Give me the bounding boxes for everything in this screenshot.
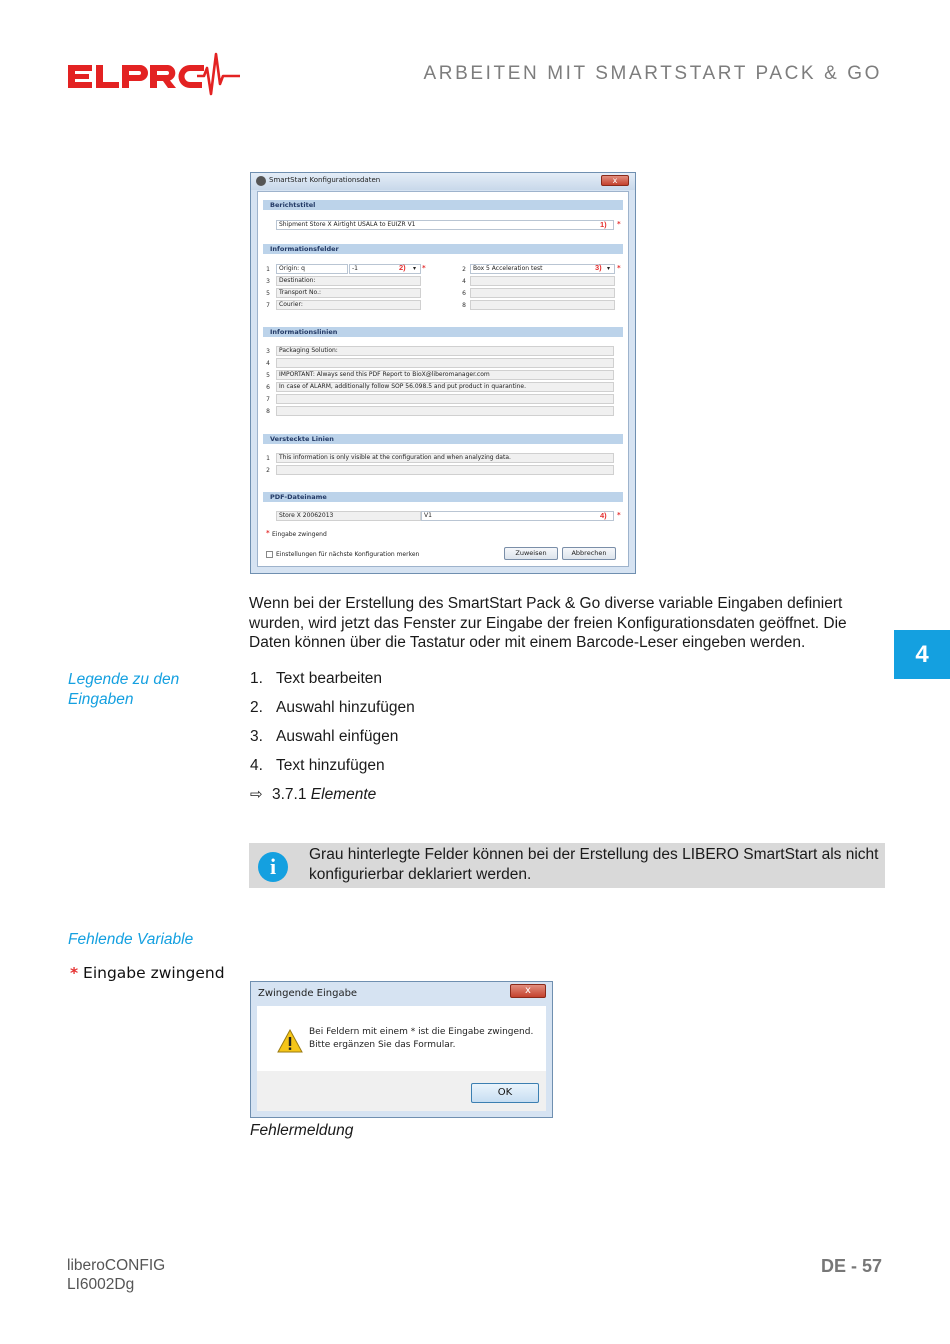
info-line-field[interactable] <box>276 394 614 404</box>
section-info-fields: Informationsfelder <box>263 244 623 254</box>
warning-icon <box>277 1029 303 1053</box>
report-title-field[interactable]: Shipment Store X Airtight USALA to EUIZR V1 <box>276 220 614 230</box>
info-field-select[interactable]: Box 5 Acceleration test <box>470 264 615 274</box>
cross-reference[interactable] <box>250 785 650 804</box>
info-line-field[interactable]: IMPORTANT: Always send this PDF Report to BioX@liberomanager.com <box>276 370 614 380</box>
list-number: 3. <box>250 728 263 745</box>
legend-label: Legende zu den Eingaben <box>68 671 180 708</box>
section-pdf-name: PDF-Dateiname <box>263 492 623 502</box>
elpro-logo <box>66 52 242 98</box>
footer-product: liberoCONFIG <box>67 1257 166 1274</box>
app-icon <box>256 176 266 186</box>
footer-doc-id: LI6002Dg <box>67 1276 135 1293</box>
marker-4: 4) <box>600 511 607 520</box>
info-field[interactable] <box>470 300 615 310</box>
list-number: 2. <box>250 699 263 716</box>
info-field[interactable]: Courier: <box>276 300 421 310</box>
info-line-field[interactable] <box>276 358 614 368</box>
info-box <box>249 843 885 888</box>
dialog-message-line: Bitte ergänzen Sie das Formular. <box>309 1039 456 1050</box>
row-number: 2 <box>462 266 466 273</box>
cancel-button[interactable]: Abbrechen <box>562 547 616 560</box>
row-number: 5 <box>266 290 270 297</box>
reference-title: Elemente <box>310 786 377 803</box>
row-number: 3 <box>266 278 270 285</box>
row-number: 8 <box>462 302 466 309</box>
required-star: * <box>617 264 621 272</box>
list-item <box>250 757 650 775</box>
row-number: 7 <box>266 396 270 403</box>
list-number: 4. <box>250 757 263 774</box>
row-number: 4 <box>266 360 270 367</box>
hidden-line-field[interactable] <box>276 465 614 475</box>
marker-2: 2) <box>399 263 406 272</box>
footer-info <box>67 1256 165 1294</box>
row-number: 1 <box>266 455 270 462</box>
dropdown-arrow-icon[interactable]: ▾ <box>607 265 611 272</box>
header-title: ARBEITEN MIT SMARTSTART PACK & GO <box>423 63 882 84</box>
ok-button[interactable]: OK <box>471 1083 539 1103</box>
info-text: Grau hinterlegte Felder können bei der Erstellung des LIBERO SmartStart als nicht konfigurierbar deklariert werden. <box>309 846 879 883</box>
dialog-message-line: Bei Feldern mit einem * ist die Eingabe zwingend. <box>309 1027 534 1037</box>
dialog-message <box>309 1026 533 1051</box>
reference-number: 3.7.1 <box>272 786 307 803</box>
required-star: * <box>617 220 621 228</box>
info-field[interactable]: Destination: <box>276 276 421 286</box>
missing-variable-label: Fehlende Variable <box>68 931 194 948</box>
page-number: DE - 57 <box>820 1256 882 1276</box>
info-line-field[interactable]: Packaging Solution: <box>276 346 614 356</box>
required-hint: Eingabe zwingend <box>272 531 327 538</box>
list-text: Text hinzufügen <box>276 757 385 774</box>
pdf-name-suffix-field[interactable]: V1 <box>421 511 614 521</box>
required-star: * <box>70 964 79 982</box>
dropdown-arrow-icon[interactable]: ▾ <box>413 265 417 272</box>
section-hidden-lines: Versteckte Linien <box>263 434 623 444</box>
section-info-lines: Informationslinien <box>263 327 623 337</box>
close-button[interactable]: x <box>510 984 546 998</box>
info-line-field[interactable]: In case of ALARM, additionally follow SOP 56.098.5 and put product in quarantine. <box>276 382 614 392</box>
info-field[interactable]: Transport No.: <box>276 288 421 298</box>
info-field[interactable] <box>470 288 615 298</box>
row-number: 3 <box>266 348 270 355</box>
row-number: 8 <box>266 408 270 415</box>
row-number: 2 <box>266 467 270 474</box>
info-icon: i <box>258 852 288 882</box>
row-number: 7 <box>266 302 270 309</box>
list-item <box>250 728 650 746</box>
info-field-select[interactable]: -1 <box>349 264 421 274</box>
row-number: 5 <box>266 372 270 379</box>
window-body <box>257 191 629 567</box>
config-window-screenshot <box>250 172 636 574</box>
window-titlebar <box>251 173 635 190</box>
pdf-name-field[interactable]: Store X 20062013 <box>276 511 421 521</box>
required-note-text: Eingabe zwingend <box>83 964 225 982</box>
close-button[interactable]: x <box>601 175 629 186</box>
list-text: Auswahl hinzufügen <box>276 699 415 716</box>
required-star: * <box>617 511 621 519</box>
window-title: SmartStart Konfigurationsdaten <box>269 176 381 184</box>
marker-1: 1) <box>600 220 607 229</box>
intro-paragraph: Wenn bei der Erstellung des SmartStart Pack & Go diverse variable Eingaben definiert wurden, wird jetzt das Fenster zur Eingabe der freien Konfigurationsdaten geöffnet. Die Daten können über die Tastatur oder mit einem Barcode-Leser eingeben werden. <box>249 595 847 651</box>
info-line-field[interactable] <box>276 406 614 416</box>
list-text: Auswahl einfügen <box>276 728 399 745</box>
row-number: 6 <box>266 384 270 391</box>
marker-3: 3) <box>595 263 602 272</box>
remember-checkbox-label: Einstellungen für nächste Konfiguration merken <box>276 551 420 558</box>
required-star: * <box>266 529 270 537</box>
chapter-tab: 4 <box>894 630 950 679</box>
row-number: 4 <box>462 278 466 285</box>
required-star: * <box>422 264 426 272</box>
info-field[interactable] <box>470 276 615 286</box>
row-number: 6 <box>462 290 466 297</box>
list-item <box>250 699 650 717</box>
assign-button[interactable]: Zuweisen <box>504 547 558 560</box>
dialog-body <box>257 1006 546 1071</box>
list-number: 1. <box>250 670 263 687</box>
figure-caption: Fehlermeldung <box>250 1122 354 1139</box>
required-note <box>70 964 225 982</box>
list-item <box>250 670 650 688</box>
dialog-title: Zwingende Eingabe <box>258 988 358 999</box>
info-field-label[interactable]: Origin: q <box>276 264 348 274</box>
hidden-line-field[interactable]: This information is only visible at the configuration and when analyzing data. <box>276 453 614 463</box>
section-report-title: Berichtstitel <box>263 200 623 210</box>
arrow-right-icon: ⇨ <box>250 786 263 803</box>
row-number: 1 <box>266 266 270 273</box>
error-dialog-screenshot <box>250 981 553 1118</box>
remember-checkbox[interactable] <box>266 551 273 558</box>
list-text: Text bearbeiten <box>276 670 382 687</box>
